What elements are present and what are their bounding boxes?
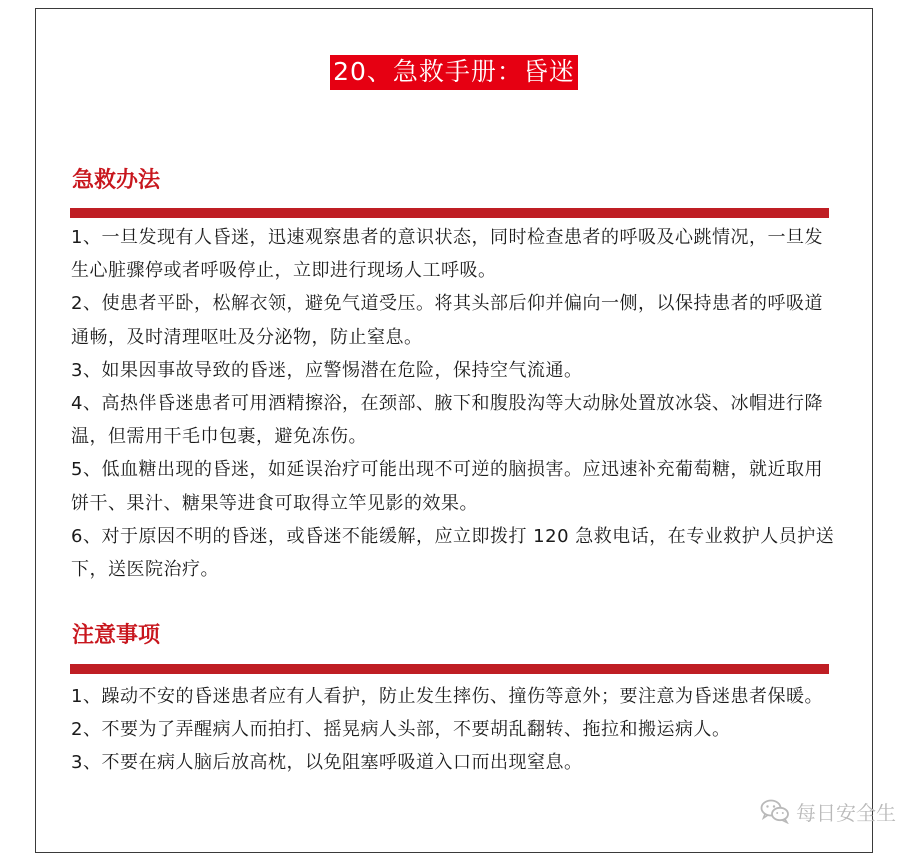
list-item: 1、一旦发现有人昏迷，迅速观察患者的意识状态，同时检查患者的呼吸及心跳情况，一旦发生心脏骤停或者呼吸停止，立即进行现场人工呼吸。 xyxy=(71,227,823,282)
list-item: 2、不要为了弄醒病人而拍打、摇晃病人头部，不要胡乱翻转、拖拉和搬运病人。 xyxy=(71,719,731,741)
wechat-icon xyxy=(760,798,790,824)
list-item: 2、使患者平卧，松解衣领，避免气道受压。将其头部后仰并偏向一侧，以保持患者的呼吸道通畅，及时清理呕吐及分泌物，防止窒息。 xyxy=(71,293,823,348)
page-title: 20、急救手册：昏迷 xyxy=(330,55,578,90)
list-item: 3、如果因事故导致的昏迷，应警惕潜在危险，保持空气流通。 xyxy=(71,359,583,381)
first-aid-list xyxy=(71,221,835,586)
section-divider xyxy=(70,664,829,674)
title-wrap xyxy=(36,55,872,90)
list-item: 5、低血糖出现的昏迷，如延误治疗可能出现不可逆的脑损害。应迅速补充葡萄糖，就近取用饼干、果汁、糖果等进食可取得立竿见影的效果。 xyxy=(71,459,823,514)
section-heading-precautions: 注意事项 xyxy=(72,623,161,648)
section-heading-first-aid: 急救办法 xyxy=(72,168,161,193)
precautions-list xyxy=(71,680,835,780)
list-item: 6、对于原因不明的昏迷，或昏迷不能缓解，应立即拨打 120 急救电话，在专业救护人员护送下，送医院治疗。 xyxy=(71,525,835,581)
list-item: 3、不要在病人脑后放高枕，以免阻塞呼吸道入口而出现窒息。 xyxy=(71,752,583,774)
watermark xyxy=(760,796,896,826)
watermark-text: 每日安全生 xyxy=(796,800,896,825)
section-divider xyxy=(70,208,829,218)
list-item: 4、高热伴昏迷患者可用酒精擦浴，在颈部、腋下和腹股沟等大动脉处置放冰袋、冰帽进行降温，但需用干毛巾包裹，避免冻伤。 xyxy=(71,393,823,448)
list-item: 1、躁动不安的昏迷患者应有人看护，防止发生摔伤、撞伤等意外；要注意为昏迷患者保暖。 xyxy=(71,686,823,707)
document-frame xyxy=(35,8,873,853)
